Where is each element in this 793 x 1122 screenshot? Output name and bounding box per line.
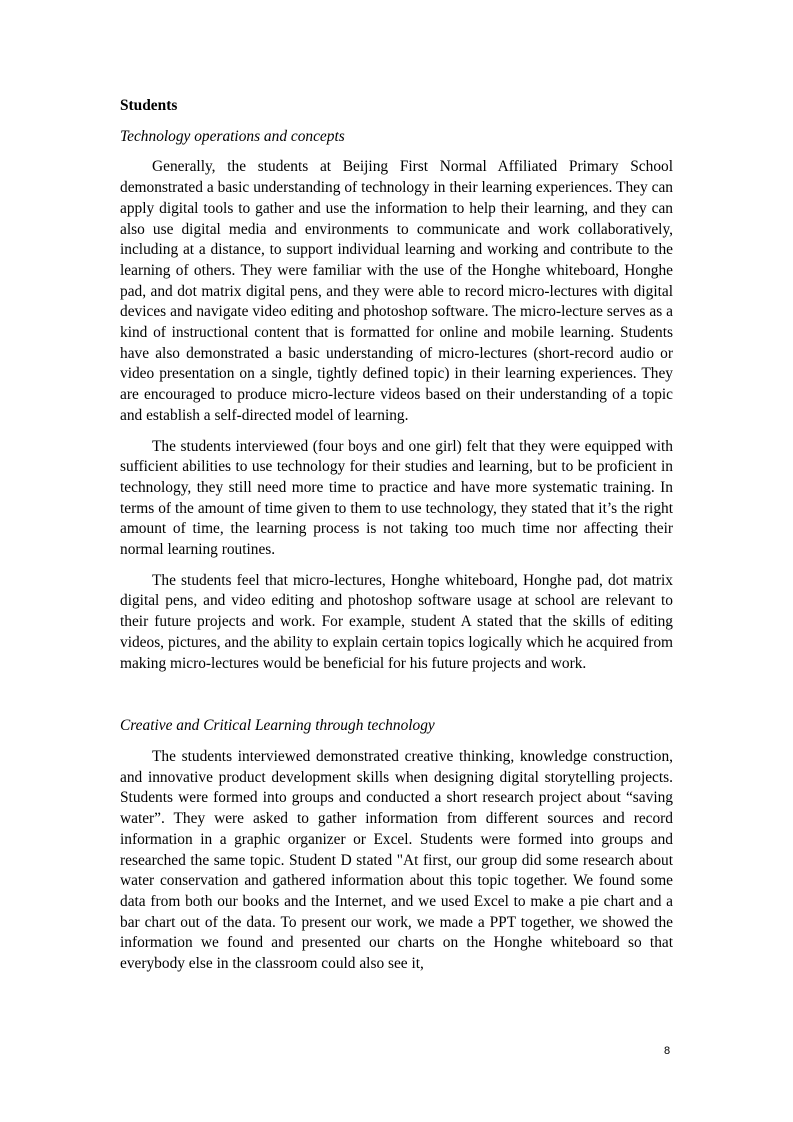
subsection-title-creative-critical-learning: Creative and Critical Learning through technology xyxy=(120,717,435,735)
paragraph: The students feel that micro-lectures, Honghe whiteboard, Honghe pad, dot matrix digital pens, and video editing and photoshop software usage at school are relevant to their future projects and work. For example, student A stated that the skills of editing videos, pictures, and the ability to explain certain topics logically which he acquired from making micro-lectures would be beneficial for his future projects and work. xyxy=(120,571,673,672)
section-heading: Students xyxy=(120,97,178,114)
section-spacer xyxy=(120,684,673,716)
subsection-title-technology-operations: Technology operations and concepts xyxy=(120,127,345,145)
paragraph: Generally, the students at Beijing First Normal Affiliated Primary School demonstrated a basic understanding of technology in their learning experiences. They can apply digital tools to gather and use the information to help their learning, and they can also use digital media and environments to communicate and work collaboratively, including at a distance, to support individual learning and working and contribute to the learning of others. They were familiar with the use of the Honghe whiteboard, Honghe pad, and dot matrix digital pens, and they were able to record micro-lectures with digital devices and navigate video editing and photoshop software. The micro-lecture serves as a kind of instructional content that is formatted for online and mobile learning. Students have also demonstrated a basic understanding of micro-lectures (short-record audio or video presentation on a single, tightly defined topic) in their learning experiences. They are encouraged to produce micro-lecture videos based on their understanding of a topic and establish a self-directed model of learning. xyxy=(120,158,673,424)
paragraph: The students interviewed demonstrated creative thinking, knowledge construction, and innovative product development skills when designing digital storytelling projects. Students were formed into groups and conducted a short research project about “saving water”. They were asked to gather information from different sources and record information in a graphic organizer or Excel. Students were formed into groups and researched the same topic. Student D stated "At first, our group did some research about water conservation and gathered information about this topic together. We found some data from both our books and the Internet, and we used Excel to make a pie chart and a bar chart out of the data. To present our work, we made a PPT together, we showed the information we found and presented our charts on the Honghe whiteboard so that everybody else in the classroom could also see it, xyxy=(120,747,673,973)
page-content xyxy=(120,96,673,985)
page-number: 8 xyxy=(664,1045,671,1057)
paragraph: The students interviewed (four boys and one girl) felt that they were equipped with sufficient abilities to use technology for their studies and learning, but to be proficient in technology, they still need more time to practice and have more systematic training. In terms of the amount of time given to them to use technology, they stated that it’s the right amount of time, the learning process is not taking too much time nor affecting their normal learning routines. xyxy=(120,437,673,559)
